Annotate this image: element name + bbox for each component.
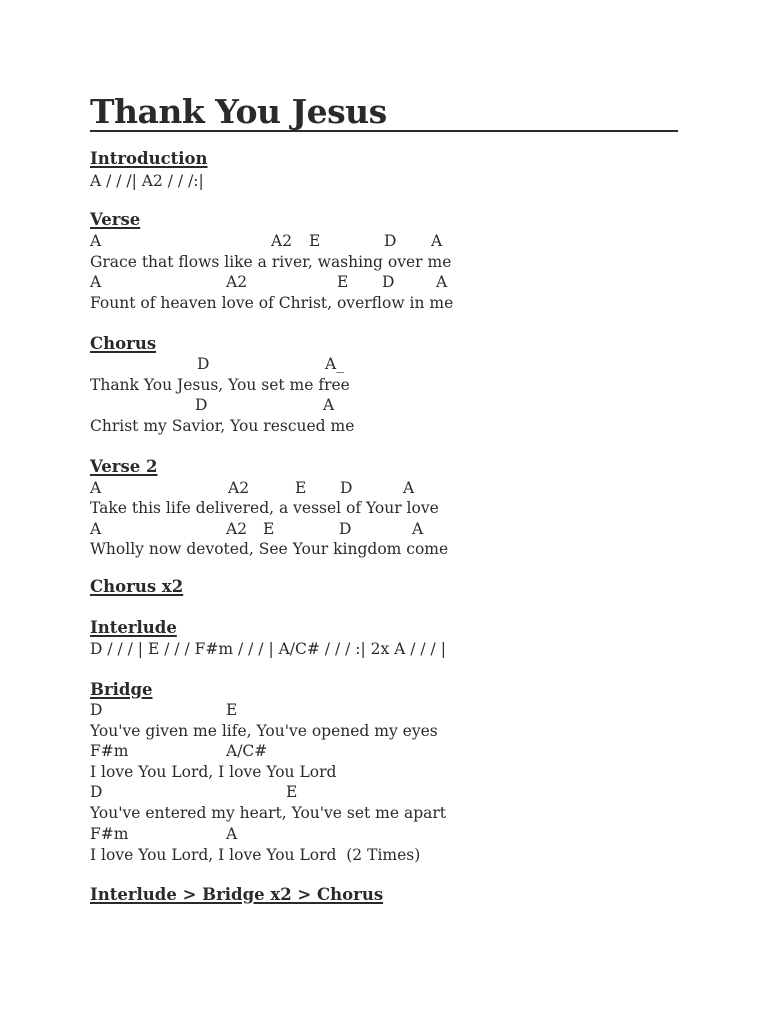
- chord: A: [90, 232, 102, 250]
- chorus-lyric-2: Christ my Savior, You rescued me: [90, 417, 355, 435]
- chord: A: [90, 520, 102, 538]
- chorus-chords-2: [90, 395, 690, 415]
- chord: A: [412, 520, 424, 538]
- chord: A: [90, 273, 102, 291]
- bridge-lyric-1: You've given me life, You've opened my eyes: [90, 722, 438, 740]
- chord: A: [226, 825, 238, 843]
- bridge-lyric-2: I love You Lord, I love You Lord: [90, 763, 337, 781]
- chord: D: [197, 355, 210, 373]
- chord: D: [340, 479, 353, 497]
- chord: D: [90, 701, 103, 719]
- verse2-chords-2: [90, 519, 690, 539]
- verse-chords-1: [90, 231, 690, 251]
- chord: A_: [325, 355, 344, 373]
- section-heading-outro: Interlude > Bridge x2 > Chorus: [90, 885, 384, 904]
- chord: A2: [226, 520, 248, 538]
- section-heading-chorus-x2: Chorus x2: [90, 577, 184, 596]
- song-title: Thank You Jesus: [90, 92, 678, 132]
- chord: A: [323, 396, 335, 414]
- chord: D: [90, 783, 103, 801]
- section-heading-chorus: Chorus: [90, 334, 157, 353]
- chord: F#m: [90, 742, 129, 760]
- bridge-chords-1: [90, 700, 690, 720]
- chord: E: [295, 479, 307, 497]
- chord: E: [309, 232, 321, 250]
- interlude-chord-line: D / / / | E / / / F#m / / / | A/C# / / / :| 2x A / / / |: [90, 640, 446, 658]
- chord: F#m: [90, 825, 129, 843]
- chorus-chords-1: [90, 354, 690, 374]
- verse-lyric-2: Fount of heaven love of Christ, overflow in me: [90, 294, 454, 312]
- chord: E: [263, 520, 275, 538]
- chord: D: [195, 396, 208, 414]
- verse2-lyric-2: Wholly now devoted, See Your kingdom come: [90, 540, 449, 558]
- chord: E: [226, 701, 238, 719]
- chord: A: [436, 273, 448, 291]
- bridge-chords-2: [90, 741, 690, 761]
- chord: E: [286, 783, 298, 801]
- bridge-lyric-4: I love You Lord, I love You Lord (2 Times): [90, 846, 421, 864]
- chord: A2: [228, 479, 250, 497]
- chord: A2: [226, 273, 248, 291]
- verse-chords-2: [90, 272, 690, 292]
- chord: D: [382, 273, 395, 291]
- verse-lyric-1: Grace that flows like a river, washing over me: [90, 253, 452, 271]
- section-heading-introduction: Introduction: [90, 149, 208, 168]
- verse2-lyric-1: Take this life delivered, a vessel of Your love: [90, 499, 439, 517]
- bridge-chords-4: [90, 824, 690, 844]
- section-heading-verse: Verse: [90, 210, 141, 229]
- chord: D: [384, 232, 397, 250]
- chord: E: [337, 273, 349, 291]
- chord: A: [90, 479, 102, 497]
- chorus-lyric-1: Thank You Jesus, You set me free: [90, 376, 350, 394]
- chord: A: [431, 232, 443, 250]
- section-heading-verse-2: Verse 2: [90, 457, 158, 476]
- chord: A: [403, 479, 415, 497]
- verse2-chords-1: [90, 478, 690, 498]
- chord: A2: [271, 232, 293, 250]
- section-heading-bridge: Bridge: [90, 680, 153, 699]
- bridge-lyric-3: You've entered my heart, You've set me apart: [90, 804, 447, 822]
- intro-chord-line: A / / /| A2 / / /:|: [90, 172, 204, 190]
- chord: A/C#: [226, 742, 268, 760]
- bridge-chords-3: [90, 782, 690, 802]
- section-heading-interlude: Interlude: [90, 618, 177, 637]
- chord: D: [339, 520, 352, 538]
